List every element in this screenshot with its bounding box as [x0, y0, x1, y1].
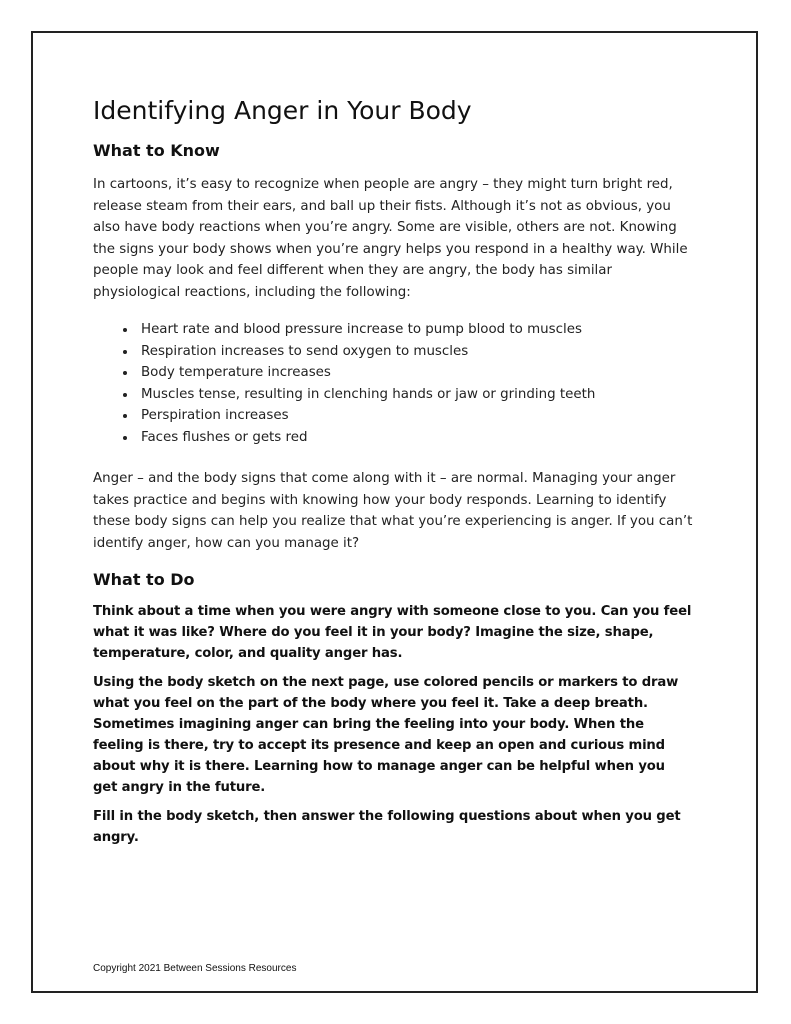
list-item: • Muscles tense, resulting in clenching hands or jaw or grinding teeth	[137, 384, 693, 406]
page-title: Identifying Anger in Your Body	[93, 96, 472, 125]
list-item: • Faces flushes or gets red	[137, 427, 693, 449]
instruction-paragraph-2: Using the body sketch on the next page, use colored pencils or markers to draw what you feel on the part of the body where you feel it. Take a deep breath. Sometimes imagining anger can bring the feeling into your body. When the feeling is there, try to accept its presence and keep an open and curious mind about why it is there. Learning how to manage anger can be helpful when you get angry in the future.	[93, 675, 679, 795]
list-item: • Respiration increases to send oxygen to muscles	[137, 341, 693, 363]
list-item: • Perspiration increases	[137, 405, 693, 427]
copyright-footer: Copyright 2021 Between Sessions Resources	[93, 963, 297, 974]
section-heading-what-to-know: What to Know	[93, 141, 220, 160]
instruction-paragraph-1: Think about a time when you were angry with someone close to you. Can you feel what it was like? Where do you feel it in your body? Imagine the size, shape, temperature, color, and quality anger has.	[93, 604, 692, 661]
instruction-paragraph-3: Fill in the body sketch, then answer the following questions about when you get angry.	[93, 809, 681, 845]
intro-paragraph: In cartoons, it’s easy to recognize when people are angry – they might turn bright red, release steam from their ears, and ball up their fists. Although it’s not as obvious, you also have body reactions when you’re angry. Some are visible, others are not. Knowing the signs your body shows when you’re angry helps you respond in a healthy way. While people may look and feel different when they are angry, the body has similar physiological reactions, including the following:	[93, 177, 688, 300]
reaction-list	[93, 319, 693, 448]
worksheet-content	[93, 96, 693, 856]
closing-paragraph: Anger – and the body signs that come along with it – are normal. Managing your anger takes practice and begins with knowing how your body responds. Learning to identify these body signs can help you realize that what you’re experiencing is anger. If you can’t identify anger, how can you manage it?	[93, 471, 693, 551]
list-item: • Body temperature increases	[137, 362, 693, 384]
section-heading-what-to-do: What to Do	[93, 570, 195, 589]
list-item: • Heart rate and blood pressure increase to pump blood to muscles	[137, 319, 693, 341]
